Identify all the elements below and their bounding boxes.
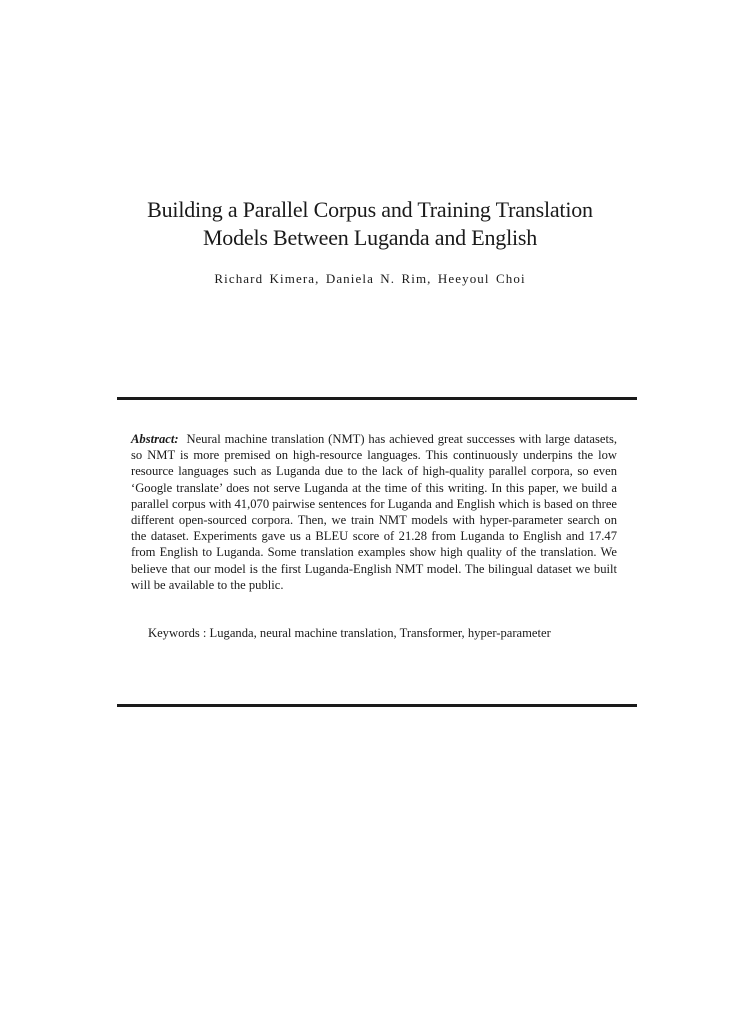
abstract-label: Abstract: [131, 432, 179, 446]
top-divider [117, 397, 637, 400]
paper-authors: Richard Kimera, Daniela N. Rim, Heeyoul Choi [214, 271, 526, 286]
paper-title-line-1: Building a Parallel Corpus and Training Translation [147, 197, 593, 222]
paper-title-line-2: Models Between Luganda and English [202, 225, 538, 250]
abstract-block [131, 431, 617, 593]
bottom-divider [117, 704, 637, 707]
abstract-text: Neural machine translation (NMT) has achieved great successes with large datasets, so NMT is more premised on high-resource languages. This continuously underpins the low resource languages such as Luganda due to the lack of high-quality parallel corpora, so even ‘Google translate’ does not serve Luganda at the time of this writing. In this paper, we build a parallel corpus with 41,070 pairwise sentences for Luganda and English which is based on three different open-sourced corpora. Then, we train NMT models with hyper-parameter search on the dataset. Experiments gave us a BLEU score of 21.28 from Luganda to English and 17.47 from English to Luganda. Some translation examples show high quality of the translation. We believe that our model is the first Luganda-English NMT model. The bilingual dataset we built will be available to the public. [131, 432, 618, 592]
paper-title [0, 196, 740, 252]
keywords-line: Keywords : Luganda, neural machine translation, Transformer, hyper-parameter [148, 626, 551, 640]
